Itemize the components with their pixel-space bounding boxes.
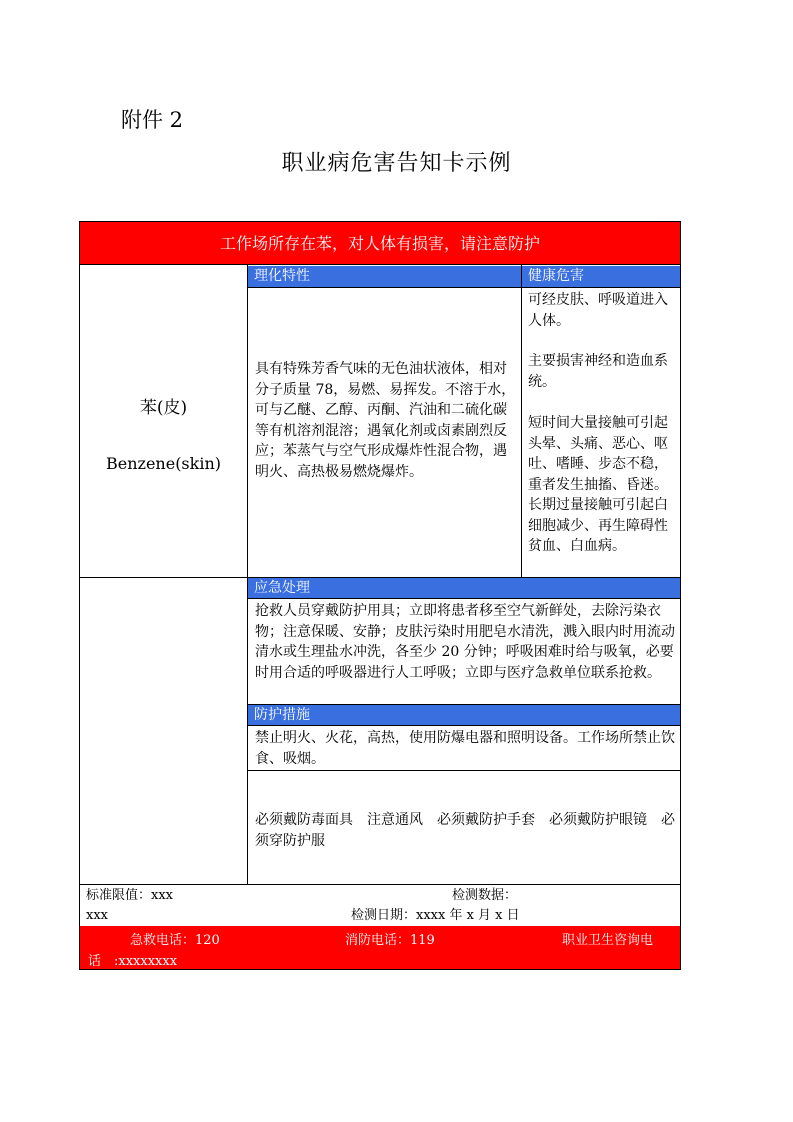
document-title: 职业病危害告知卡示例 (281, 151, 512, 176)
standard-limit: 标准限值：xxx (86, 888, 173, 903)
divider-footer (80, 884, 680, 885)
properties-text: 具有特殊芳香气味的无色油状液体，相对分子质量 78，易燃、易挥发。不溶于水，可与乙醚、乙醇、丙酮、汽油和二硫化碳等有机溶剂混溶；遇氧化剂或卤素剧烈反应；苯蒸气与空气形成爆炸性混合物，遇明火、高热极易燃烧爆炸。 (255, 361, 516, 480)
first-aid-phone: 急救电话：120 (130, 933, 220, 948)
fire-phone: 消防电话：119 (345, 933, 435, 948)
divider-right-column (521, 265, 522, 577)
mandatory-signs-text: 必须戴防毒面具 注意通风 必须戴防护手套 必须戴防护眼镜 必须穿防护服 (255, 812, 675, 849)
emergency-header: 应急处理 (248, 578, 680, 599)
hazard-notification-card (79, 221, 681, 970)
contacts-footer (80, 926, 680, 969)
attachment-label: 附件 2 (121, 108, 184, 132)
warning-banner: 工作场所存在苯，对人体有损害，请注意防护 (80, 222, 680, 265)
health-text-3: 短时间大量接触可引起头晕、头痛、恶心、呕吐、嗜睡、步态不稳，重者发生抽搐、昏迷。长期过量接触可引起白细胞减少、再生障碍性贫血、白血病。 (528, 415, 668, 554)
test-date: 检测日期：xxxx 年 x 月 x 日 (351, 908, 520, 923)
test-data-label: 检测数据： (452, 888, 518, 903)
chemical-name-cn: 苯(皮) (139, 398, 188, 418)
divider-protection (247, 770, 680, 771)
health-text-2: 主要损害神经和造血系统。 (528, 353, 668, 390)
protection-text: 禁止明火、火花，高热，使用防爆电器和照明设备。工作场所禁止饮食、吸烟。 (255, 730, 675, 767)
protection-header: 防护措施 (248, 705, 680, 726)
consult-phone-cont: 话 :xxxxxxxx (88, 954, 178, 969)
chemical-name-en: Benzene(skin) (105, 454, 221, 473)
emergency-text: 抢救人员穿戴防护用具；立即将患者移至空气新鲜处，去除污染衣物；注意保暖、安静；皮肤污染时用肥皂水清洗，溅入眼内时用流动清水或生理盐水冲洗，各至少 20 分钟；呼吸困难时给与吸氧，必要时用合适的呼吸器进行人工呼吸；立即与医疗急救单位联系抢救。 (255, 603, 675, 681)
health-text-1: 可经皮肤、呼吸道进入人体。 (528, 292, 668, 329)
health-header: 健康危害 (522, 266, 680, 288)
consult-phone-label: 职业卫生咨询电 (562, 933, 654, 948)
divider-left-column (247, 265, 248, 884)
standard-limit-cont: xxx (86, 908, 108, 923)
properties-header: 理化特性 (248, 266, 521, 288)
